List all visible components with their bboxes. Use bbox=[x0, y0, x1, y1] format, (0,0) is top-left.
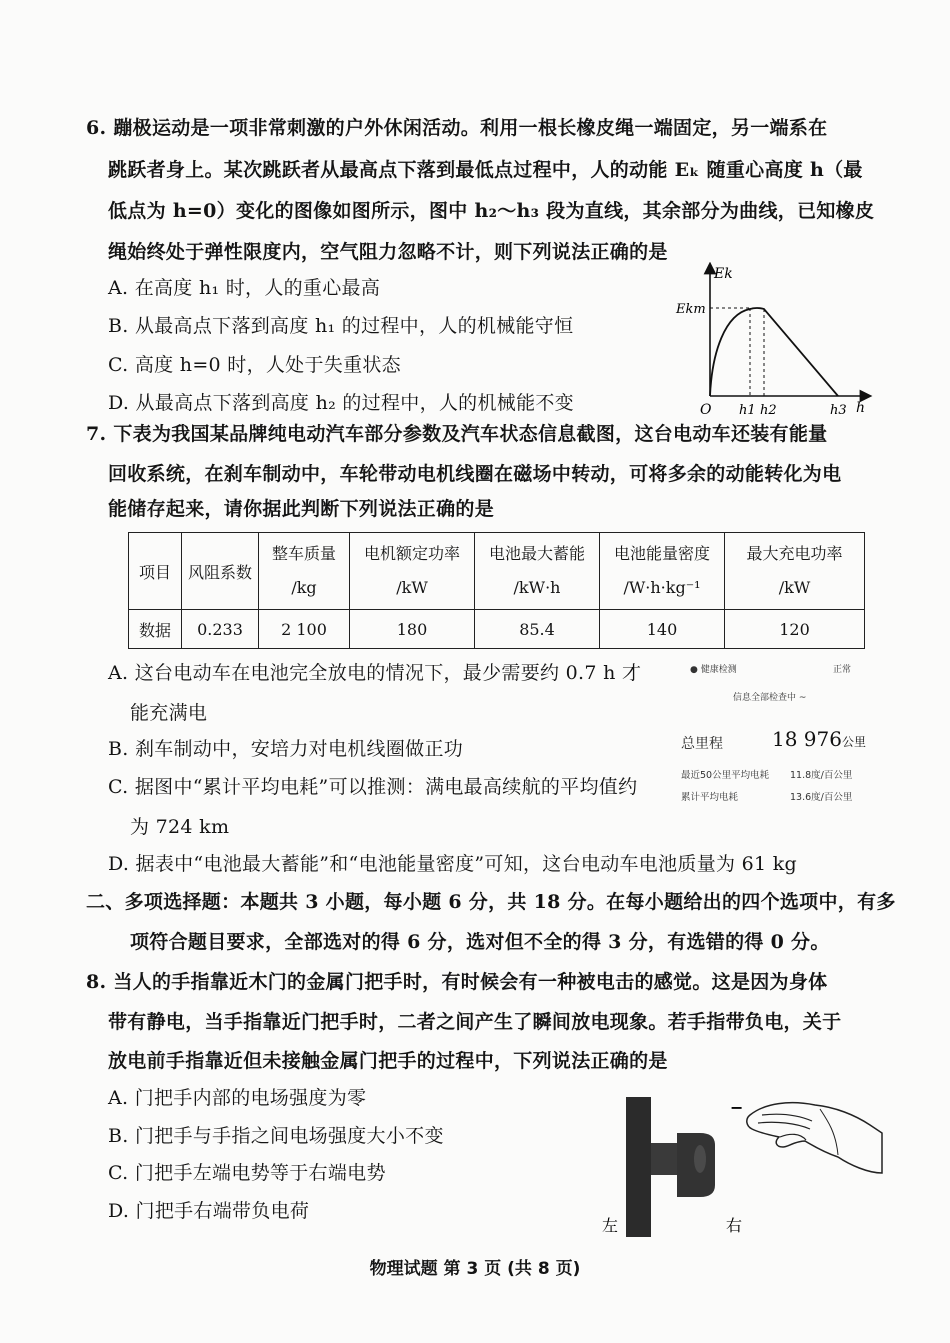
avg-consumption-value: 13.6度/百公里 bbox=[790, 792, 853, 803]
q6-option-b: B. 从最高点下落到高度 h₁ 的过程中，人的机械能守恒 bbox=[108, 315, 574, 337]
charge-sign: − bbox=[730, 1098, 744, 1117]
y-axis-label: Ek bbox=[714, 266, 733, 282]
q8-stem-line-1: 8. 当人的手指靠近木门的金属门把手时，有时候会有一种被电击的感觉。这是因为身体 bbox=[86, 971, 828, 993]
cell-energy-density: 140 bbox=[600, 610, 725, 649]
table-row bbox=[129, 610, 865, 649]
q8-option-a: A. 门把手内部的电场强度为零 bbox=[108, 1087, 367, 1109]
total-mileage-value: 18 976公里 bbox=[772, 727, 866, 751]
header-item: 项目 bbox=[129, 533, 182, 610]
section-2-heading-line-1: 二、多项选择题：本题共 3 小题，每小题 6 分，共 18 分。在每小题给出的四个选项中，有多 bbox=[86, 891, 896, 913]
cell-data-label: 数据 bbox=[129, 610, 182, 649]
cell-drag-coefficient: 0.233 bbox=[182, 610, 259, 649]
page-footer: 物理试题 第 3 页 (共 8 页) bbox=[369, 1259, 581, 1279]
q7-option-a-line-1: A. 这台电动车在电池完全放电的情况下，最少需要约 0.7 h 才 bbox=[108, 662, 642, 684]
door-handle-figure bbox=[600, 1085, 885, 1250]
q6-stem-line-3: 低点为 h=0）变化的图像如图所示，图中 h₂～h₃ 段为直线，其余部分为曲线，已知橡皮 bbox=[108, 200, 875, 222]
header-charge-power: 最大充电功率 /kW bbox=[725, 533, 865, 610]
q6-stem-line-2: 跳跃者身上。某次跳跃者从最高点下落到最低点过程中，人的动能 Eₖ 随重心高度 h（最 bbox=[108, 159, 863, 181]
ek-curve bbox=[710, 308, 838, 396]
left-label: 左 bbox=[602, 1216, 619, 1235]
origin-label: O bbox=[700, 402, 712, 418]
handle-neck bbox=[651, 1143, 679, 1175]
h2-label: h2 bbox=[760, 403, 777, 418]
check-progress-label: 信息全部检查中 ~ bbox=[733, 693, 807, 703]
h1-label: h1 bbox=[739, 403, 756, 418]
q8-option-b: B. 门把手与手指之间电场强度大小不变 bbox=[108, 1125, 444, 1147]
cell-mass: 2 100 bbox=[259, 610, 350, 649]
ev-params-table bbox=[128, 532, 865, 649]
recent-consumption-value: 11.8度/百公里 bbox=[790, 770, 853, 781]
header-mass: 整车质量 /kg bbox=[259, 533, 350, 610]
cell-charge-power: 120 bbox=[725, 610, 865, 649]
q8-stem-line-2: 带有静电，当手指靠近门把手时，二者之间产生了瞬间放电现象。若手指带负电，关于 bbox=[108, 1011, 842, 1033]
health-check-label: ● 健康检测 bbox=[690, 665, 737, 675]
q7-option-b: B. 刹车制动中，安培力对电机线圈做正功 bbox=[108, 738, 464, 760]
q7-option-d: D. 据表中“电池最大蓄能”和“电池能量密度”可知，这台电动车电池质量为 61 kg bbox=[108, 853, 798, 875]
table-header-row bbox=[129, 533, 865, 610]
header-battery-capacity: 电池最大蓄能 /kW·h bbox=[475, 533, 600, 610]
cell-motor-power: 180 bbox=[350, 610, 475, 649]
header-drag-coefficient: 风阻系数 bbox=[182, 533, 259, 610]
q6-stem-line-4: 绳始终处于弹性限度内，空气阻力忽略不计，则下列说法正确的是 bbox=[108, 241, 668, 263]
q7-stem-line-2: 回收系统，在刹车制动中，车轮带动电机线圈在磁场中转动，可将多余的动能转化为电 bbox=[108, 463, 842, 485]
q8-option-c: C. 门把手左端电势等于右端电势 bbox=[108, 1162, 386, 1184]
hand-outline bbox=[747, 1103, 882, 1173]
q7-option-c-line-1: C. 据图中“累计平均电耗”可以推测：满电最高续航的平均值约 bbox=[108, 776, 638, 798]
door-board bbox=[626, 1097, 651, 1237]
q8-option-d: D. 门把手右端带负电荷 bbox=[108, 1200, 310, 1222]
h3-label: h3 bbox=[830, 403, 847, 418]
q7-stem-line-1: 7. 下表为我国某品牌纯电动汽车部分参数及汽车状态信息截图，这台电动车还装有能量 bbox=[86, 423, 828, 445]
ekm-label: Ekm bbox=[676, 302, 706, 317]
recent-consumption-label: 最近50公里平均电耗 bbox=[681, 770, 770, 781]
x-axis-label: h bbox=[856, 400, 866, 416]
health-status-label: 正常 bbox=[833, 665, 852, 675]
q6-option-c: C. 高度 h=0 时，人处于失重状态 bbox=[108, 354, 401, 376]
q6-option-d: D. 从最高点下落到高度 h₂ 的过程中，人的机械能不变 bbox=[108, 392, 574, 414]
q6-option-a: A. 在高度 h₁ 时，人的重心最高 bbox=[108, 277, 381, 299]
header-energy-density: 电池能量密度 /W·h·kg⁻¹ bbox=[600, 533, 725, 610]
ek-h-graph bbox=[670, 262, 875, 422]
total-mileage-label: 总里程 bbox=[681, 736, 723, 752]
cell-battery-capacity: 85.4 bbox=[475, 610, 600, 649]
q7-stem-line-3: 能储存起来，请你据此判断下列说法正确的是 bbox=[108, 498, 495, 520]
section-2-heading-line-2: 项符合题目要求，全部选对的得 6 分，选对但不全的得 3 分，有选错的得 0 分。 bbox=[130, 931, 830, 953]
header-motor-power: 电机额定功率 /kW bbox=[350, 533, 475, 610]
right-label: 右 bbox=[726, 1216, 743, 1235]
q8-stem-line-3: 放电前手指靠近但未接触金属门把手的过程中，下列说法正确的是 bbox=[108, 1050, 668, 1072]
q7-option-a-line-2: 能充满电 bbox=[130, 702, 208, 724]
q7-option-c-line-2: 为 724 km bbox=[130, 816, 230, 838]
avg-consumption-label: 累计平均电耗 bbox=[681, 792, 739, 803]
q6-stem-line-1: 6. 蹦极运动是一项非常刺激的户外休闲活动。利用一根长橡皮绳一端固定，另一端系在 bbox=[86, 117, 828, 139]
